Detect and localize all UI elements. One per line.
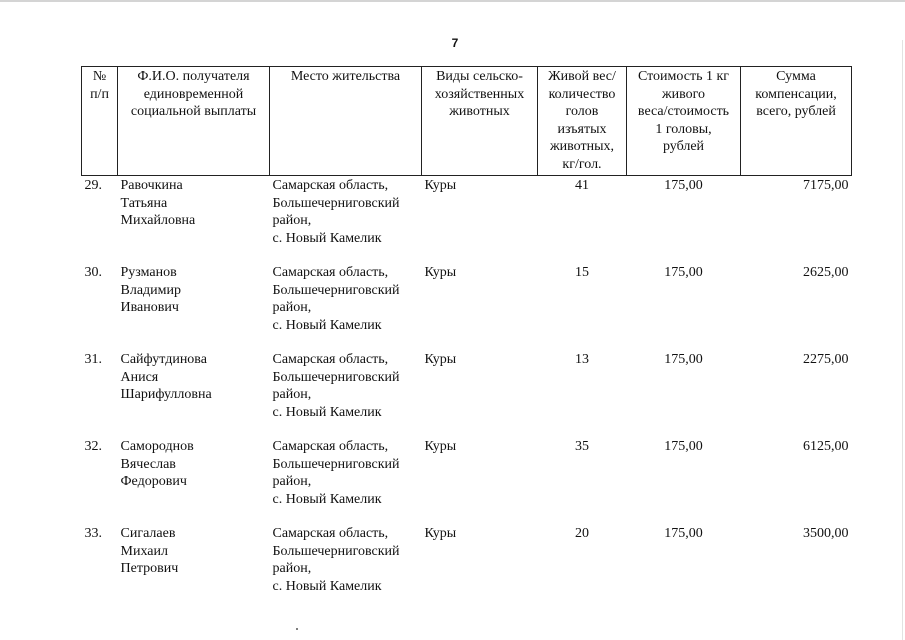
table-row	[82, 438, 852, 525]
table-row	[82, 264, 852, 351]
live-weight: 13	[575, 352, 589, 367]
live-weight: 15	[575, 265, 589, 280]
recipient-name: Самороднов Вячеслав Федорович	[120, 439, 194, 489]
scan-speck	[296, 628, 298, 630]
animal-kind: Куры	[424, 178, 457, 193]
header-unit-price: Стоимость 1 кг живого веса/стоимость 1 головы, рублей	[627, 67, 741, 176]
recipient-name: Равочкина Татьяна Михайловна	[120, 178, 196, 228]
unit-price: 175,00	[664, 178, 703, 193]
header-live-weight: Живой вес/ количество голов изъятых животных, кг/гол.	[538, 67, 627, 176]
row-number: 32.	[84, 439, 102, 454]
unit-price: 175,00	[664, 265, 703, 280]
residence: Самарская область, Большечерниговский район, с. Новый Камелик	[272, 526, 400, 594]
residence: Самарская область, Большечерниговский район, с. Новый Камелик	[272, 178, 400, 246]
total-compensation: 2625,00	[803, 265, 849, 280]
total-compensation: 2275,00	[803, 352, 849, 367]
total-compensation: 3500,00	[803, 526, 849, 541]
animal-kind: Куры	[424, 352, 457, 367]
unit-price: 175,00	[664, 352, 703, 367]
page-number: 7	[451, 36, 459, 50]
scan-top-edge	[0, 0, 905, 2]
animal-kind: Куры	[424, 526, 457, 541]
table-header	[82, 67, 852, 176]
row-number: 30.	[84, 265, 102, 280]
total-compensation: 6125,00	[803, 439, 849, 454]
recipient-name: Сигалаев Михаил Петрович	[120, 526, 179, 576]
header-row	[82, 67, 852, 176]
table-body	[82, 176, 852, 613]
unit-price: 175,00	[664, 439, 703, 454]
header-residence: Место жительства	[270, 67, 422, 176]
header-recipient-name: Ф.И.О. получателя единовременной социальной выплаты	[118, 67, 270, 176]
scan-right-edge	[902, 40, 903, 640]
residence: Самарская область, Большечерниговский район, с. Новый Камелик	[272, 439, 400, 507]
row-number: 31.	[84, 352, 102, 367]
recipient-name: Рузманов Владимир Иванович	[120, 265, 182, 315]
animal-kind: Куры	[424, 439, 457, 454]
residence: Самарская область, Большечерниговский район, с. Новый Камелик	[272, 352, 400, 420]
row-number: 29.	[84, 178, 102, 193]
total-compensation: 7175,00	[803, 178, 849, 193]
header-total-compensation: Сумма компенсации, всего, рублей	[741, 67, 852, 176]
animal-kind: Куры	[424, 265, 457, 280]
residence: Самарская область, Большечерниговский район, с. Новый Камелик	[272, 265, 400, 333]
table-row	[82, 351, 852, 438]
row-number: 33.	[84, 526, 102, 541]
live-weight: 41	[575, 178, 589, 193]
header-animal-kind: Виды сельско- хозяйственных животных	[422, 67, 538, 176]
recipient-name: Сайфутдинова Анися Шарифулловна	[120, 352, 212, 402]
header-number: № п/п	[82, 67, 118, 176]
table-row	[82, 176, 852, 265]
unit-price: 175,00	[664, 526, 703, 541]
compensation-table	[81, 66, 852, 612]
live-weight: 35	[575, 439, 589, 454]
live-weight: 20	[575, 526, 589, 541]
table-row	[82, 525, 852, 612]
